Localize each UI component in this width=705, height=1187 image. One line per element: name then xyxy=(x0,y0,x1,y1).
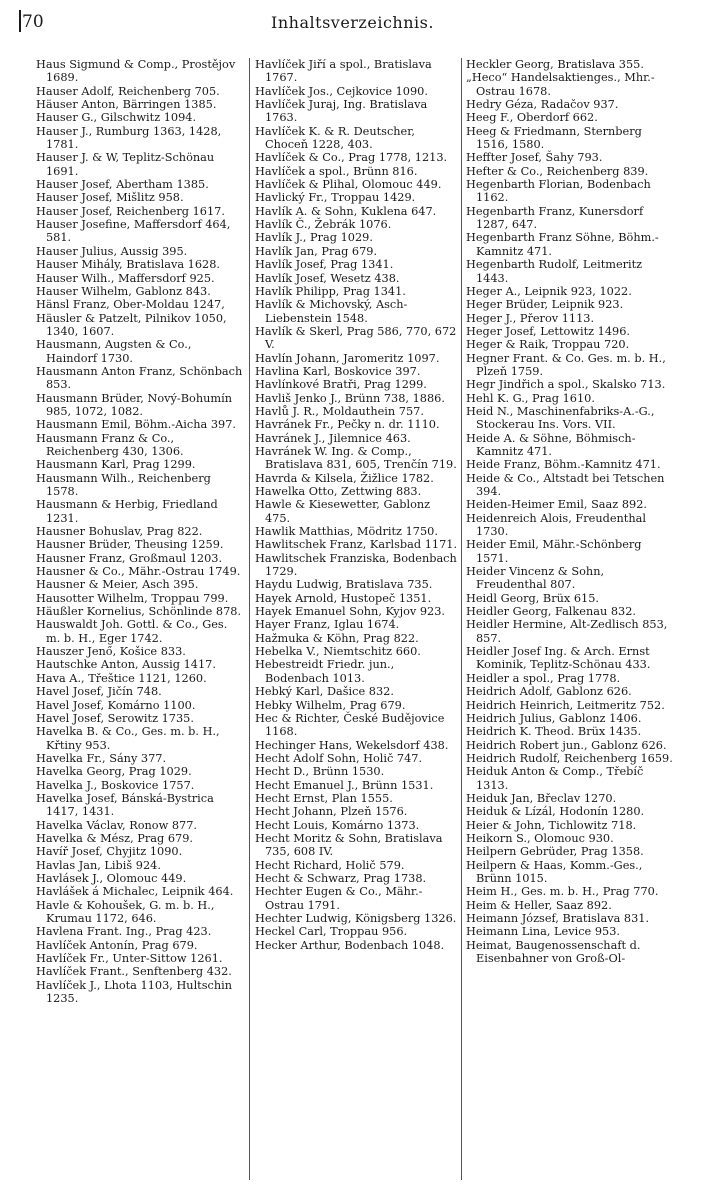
index-entry: Havel Josef, Jičín 748. xyxy=(36,685,162,699)
index-entry: Heiduk Anton & Comp., Třebíč 1313. xyxy=(466,765,644,792)
index-columns xyxy=(0,58,705,1183)
index-entry: Hecht Richard, Holič 579. xyxy=(255,858,405,872)
index-entry: Häuser Anton, Bärringen 1385. xyxy=(36,98,217,112)
index-entry: Heiduk Jan, Břeclav 1270. xyxy=(466,791,617,805)
index-entry: „Heco“ Handelsaktienges., Mhr.-Ostrau 1678. xyxy=(466,71,655,98)
index-column-2 xyxy=(255,58,458,1183)
index-entry: Hegenbarth Rudolf, Leitmeritz 1443. xyxy=(466,258,643,285)
index-entry: Heger Josef, Lettowitz 1496. xyxy=(466,324,630,338)
index-entry: Heimann Lina, Levice 953. xyxy=(466,925,620,939)
index-entry: Havelka & Mész, Prag 679. xyxy=(36,831,193,845)
index-entry: Heger A., Leipnik 923, 1022. xyxy=(466,284,632,298)
index-entry: Havelka Fr., Sány 377. xyxy=(36,751,167,765)
index-entry: Hegenbarth Florian, Bodenbach 1162. xyxy=(466,178,651,205)
index-entry: Hauser Wilhelm, Gablonz 843. xyxy=(36,284,211,298)
index-entry: Hausmann Franz & Co., Reichenberg 430, 1306. xyxy=(36,431,184,458)
index-entry: Hausotter Wilhelm, Troppau 799. xyxy=(36,591,229,605)
index-entry: Hebestreidt Friedr. jun., Bodenbach 1013. xyxy=(255,658,395,685)
index-entry: Havlíček a spol., Brünn 816. xyxy=(255,164,418,178)
index-entry: Heidrich Julius, Gablonz 1406. xyxy=(466,711,642,725)
index-entry: Hecht Moritz & Sohn, Bratislava 735, 608 IV. xyxy=(255,831,443,859)
index-entry: Hegner Frant. & Co. Ges. m. b. H., Plzeň 1759. xyxy=(466,351,666,378)
index-entry: Hausmann Karl, Prag 1299. xyxy=(36,458,196,472)
index-entry: Heidrich Rudolf, Reichenberg 1659. xyxy=(466,751,673,765)
index-entry: Häußler Kornelius, Schönlinde 878. xyxy=(36,605,242,619)
index-entry: Hausmann, Augsten & Co., Haindorf 1730. xyxy=(36,338,192,365)
index-entry: Hausner & Co., Mähr.-Ostrau 1749. xyxy=(36,565,241,579)
index-entry: Havlíček J., Lhota 1103, Hultschin 1235. xyxy=(36,978,233,1006)
index-entry: Heger J., Přerov 1113. xyxy=(466,311,595,325)
index-entry: Hausmann Brüder, Nový-Bohumín 985, 1072, 1082. xyxy=(36,391,233,418)
index-entry: Havlík Philipp, Prag 1341. xyxy=(255,284,406,298)
index-entry: Heidrich Robert jun., Gablonz 626. xyxy=(466,738,667,752)
index-entry: Hedry Géza, Radačov 937. xyxy=(466,98,619,112)
index-entry: Havránek J., Jilemnice 463. xyxy=(255,431,411,445)
index-entry: Haus Sigmund & Comp., Prostějov 1689. xyxy=(36,58,236,85)
index-entry: Heidler Hermine, Alt-Zedlisch 853, 857. xyxy=(466,618,668,645)
index-entry: Heide & Co., Altstadt bei Tetschen 394. xyxy=(466,471,665,498)
index-entry: Häusler & Patzelt, Pilnikov 1050, 1340, 1607. xyxy=(36,311,227,338)
index-entry: Heidler Georg, Falkenau 832. xyxy=(466,605,636,619)
index-entry: Hehl K. G., Prag 1610. xyxy=(466,391,595,405)
index-entry: Hava A., Třeštice 1121, 1260. xyxy=(36,671,207,685)
page-title: Inhaltsverzeichnis. xyxy=(271,13,434,32)
index-entry: Hecht Emanuel J., Brünn 1531. xyxy=(255,778,434,792)
index-entry: Havlina Karl, Boskovice 397. xyxy=(255,364,421,378)
index-entry: Hausner & Meier, Asch 395. xyxy=(36,578,199,592)
index-entry: Havlík Jan, Prag 679. xyxy=(255,244,378,258)
index-entry: Hecht & Schwarz, Prag 1738. xyxy=(255,871,427,885)
index-entry: Hawle & Kiesewetter, Gablonz 475. xyxy=(255,498,431,525)
index-entry: Heide A. & Söhne, Böhmisch-Kamnitz 471. xyxy=(466,431,636,458)
index-entry: Havlíček Frant., Senftenberg 432. xyxy=(36,965,232,979)
index-entry: Heier & John, Tichlowitz 718. xyxy=(466,818,637,832)
index-entry: Havránek Fr., Pečky n. dr. 1110. xyxy=(255,418,440,432)
index-entry: Hažmuka & Köhn, Prag 822. xyxy=(255,631,419,645)
index-entry: Heffter Josef, Šahy 793. xyxy=(466,151,603,165)
index-entry: Heidrich Heinrich, Leitmeritz 752. xyxy=(466,698,665,712)
index-entry: Hefter & Co., Reichenberg 839. xyxy=(466,164,649,178)
index-entry: Heim H., Ges. m. b. H., Prag 770. xyxy=(466,885,659,899)
index-entry: Heim & Heller, Saaz 892. xyxy=(466,898,612,912)
index-entry: Hawlitschek Franziska, Bodenbach 1729. xyxy=(255,551,457,579)
index-entry: Hautschke Anton, Aussig 1417. xyxy=(36,658,216,672)
index-entry: Havliš Jenko J., Brünn 738, 1886. xyxy=(255,391,445,405)
index-column-3 xyxy=(466,58,673,1183)
index-entry: Havrda & Kilsela, Žižlice 1782. xyxy=(255,471,434,485)
index-entry: Hauser Adolf, Reichenberg 705. xyxy=(36,84,220,98)
index-entry: Havlíček Juraj, Ing. Bratislava 1763. xyxy=(255,98,428,125)
index-entry: Hecht Adolf Sohn, Holič 747. xyxy=(255,751,423,765)
index-entry: Havelka B. & Co., Ges. m. b. H., Křtiny 953. xyxy=(36,725,220,752)
index-entry: Heidrich Adolf, Gablonz 626. xyxy=(466,685,632,699)
index-entry: Hauser Josefine, Maffersdorf 464, 581. xyxy=(36,218,231,245)
index-entry: Hecht D., Brünn 1530. xyxy=(255,765,385,779)
index-entry: Hauszer Jenő, Košice 833. xyxy=(36,645,186,659)
index-entry: Hauser Julius, Aussig 395. xyxy=(36,244,188,258)
index-entry: Hechter Ludwig, Königsberg 1326. xyxy=(255,912,457,925)
index-entry: Hecker Arthur, Bodenbach 1048. xyxy=(255,938,445,952)
index-entry: Hawlitschek Franz, Karlsbad 1171. xyxy=(255,538,458,552)
index-entry: Heiden-Heimer Emil, Saaz 892. xyxy=(466,498,647,512)
index-entry: Hayek Arnold, Hustopeč 1351. xyxy=(255,591,432,605)
index-entry: Hauser Josef, Mišlitz 958. xyxy=(36,191,184,205)
index-entry: Hauser Josef, Reichenberg 1617. xyxy=(36,204,225,218)
index-entry: Heikorn S., Olomouc 930. xyxy=(466,831,614,845)
index-entry: Havlík & Skerl, Prag 586, 770, 672 V. xyxy=(255,324,457,352)
index-entry: Havíř Josef, Chyjitz 1090. xyxy=(36,845,183,859)
index-entry: Hechter Eugen & Co., Mähr.-Ostrau 1791. xyxy=(255,885,423,912)
index-entry: Hec & Richter, České Budějovice 1168. xyxy=(255,711,445,739)
index-entry: Hauser J. & W, Teplitz-Schönau 1691. xyxy=(36,151,215,178)
index-entry: Heide Franz, Böhm.-Kamnitz 471. xyxy=(466,458,661,472)
index-entry: Havlíček & Plihal, Olomouc 449. xyxy=(255,178,442,192)
index-entry: Heiduk & Lízál, Hodonín 1280. xyxy=(466,805,645,819)
index-entry: Havelka Václav, Ronow 877. xyxy=(36,818,197,832)
index-entry: Havelka J., Boskovice 1757. xyxy=(36,778,195,792)
index-entry: Hayek Emanuel Sohn, Kyjov 923. xyxy=(255,605,446,619)
page-number: 70 xyxy=(22,12,44,32)
index-entry: Hawelka Otto, Zettwing 883. xyxy=(255,485,422,498)
index-entry: Hecht Louis, Komárno 1373. xyxy=(255,818,420,832)
index-entry: Heidrich K. Theod. Brüx 1435. xyxy=(466,725,642,739)
index-entry: Hechinger Hans, Wekelsdorf 438. xyxy=(255,738,449,752)
index-entry: Havelka Georg, Prag 1029. xyxy=(36,765,192,779)
index-entry: Hegr Jindřich a spol., Skalsko 713. xyxy=(466,378,666,392)
index-entry: Havlíček K. & R. Deutscher, Choceň 1228, 403. xyxy=(255,124,415,152)
index-entry: Havlický Fr., Troppau 1429. xyxy=(255,191,416,205)
index-entry: Hebelka V., Niemtschitz 660. xyxy=(255,645,421,659)
index-entry: Heilpern Gebrüder, Prag 1358. xyxy=(466,845,644,859)
index-entry: Havlášek á Michalec, Leipnik 464. xyxy=(36,885,234,899)
index-entry: Havelka Josef, Bánská-Bystrica 1417, 1431. xyxy=(36,791,214,819)
index-entry: Heidler Josef Ing. & Arch. Ernst Kominik, Teplitz-Schönau 433. xyxy=(466,645,651,672)
index-entry: Havlásek J., Olomouc 449. xyxy=(36,871,187,885)
index-entry: Hauser G., Gilschwitz 1094. xyxy=(36,111,197,125)
index-entry: Hecht Ernst, Plan 1555. xyxy=(255,791,393,805)
index-entry: Havel Josef, Serowitz 1735. xyxy=(36,711,194,725)
index-entry: Heeg F., Oberdorf 662. xyxy=(466,111,598,125)
index-entry: Heger & Raik, Troppau 720. xyxy=(466,338,630,352)
index-entry: Heger Brüder, Leipnik 923. xyxy=(466,298,624,312)
index-entry: Havlíček & Co., Prag 1778, 1213. xyxy=(255,151,448,165)
index-entry: Havel Josef, Komárno 1100. xyxy=(36,698,196,712)
index-entry: Havlín Johann, Jaromeritz 1097. xyxy=(255,351,440,365)
index-entry: Hausmann Wilh., Reichenberg 1578. xyxy=(36,471,211,498)
index-entry: Haydu Ludwig, Bratislava 735. xyxy=(255,578,433,592)
index-entry: Havlas Jan, Libiš 924. xyxy=(36,858,161,872)
index-entry: Hausmann & Herbig, Friedland 1231. xyxy=(36,498,218,525)
index-entry: Hauser J., Rumburg 1363, 1428, 1781. xyxy=(36,124,222,152)
index-entry: Hausner Brüder, Theusing 1259. xyxy=(36,538,224,552)
index-entry: Havlík J., Prag 1029. xyxy=(255,231,373,245)
index-entry: Hauser Mihály, Bratislava 1628. xyxy=(36,258,220,272)
index-entry: Havlík & Michovský, Asch-Liebenstein 1548. xyxy=(255,298,408,325)
index-entry: Havlíček Fr., Unter-Sittow 1261. xyxy=(36,952,223,966)
index-entry: Havlík A. & Sohn, Kuklena 647. xyxy=(255,204,437,218)
index-entry: Heimat, Baugenossenschaft d. Eisenbahner von Groß-Ol- xyxy=(466,938,641,966)
index-entry: Havlíček Jiří a spol., Bratislava 1767. xyxy=(255,58,432,85)
index-entry: Havlík Josef, Prag 1341. xyxy=(255,258,394,272)
index-entry: Hausner Bohuslav, Prag 822. xyxy=(36,525,203,539)
index-entry: Hauser Josef, Abertham 1385. xyxy=(36,178,209,192)
index-entry: Havránek W. Ing. & Comp., Bratislava 831, 605, Trenčín 719. xyxy=(255,444,457,472)
index-entry: Heidler a spol., Prag 1778. xyxy=(466,671,621,685)
index-entry: Hegenbarth Franz Söhne, Böhm.-Kamnitz 471. xyxy=(466,231,659,258)
index-entry: Hauswaldt Joh. Gottl. & Co., Ges. m. b. H., Eger 1742. xyxy=(36,618,228,645)
index-entry: Hebky Wilhelm, Prag 679. xyxy=(255,698,406,712)
index-entry: Hawlik Matthias, Mödritz 1750. xyxy=(255,525,438,539)
index-entry: Hausmann Anton Franz, Schönbach 853. xyxy=(36,364,243,392)
index-entry: Havlík Č., Žebrák 1076. xyxy=(255,218,392,232)
index-entry: Heckler Georg, Bratislava 355. xyxy=(466,58,644,71)
index-entry: Havlík Josef, Wesetz 438. xyxy=(255,271,400,285)
index-entry: Heckel Carl, Troppau 956. xyxy=(255,925,408,939)
index-entry: Hausmann Emil, Böhm.-Aicha 397. xyxy=(36,418,236,432)
index-entry: Heider Vincenz & Sohn, Freudenthal 807. xyxy=(466,565,605,592)
index-entry: Heimann József, Bratislava 831. xyxy=(466,912,650,925)
index-entry: Heidl Georg, Brüx 615. xyxy=(466,591,600,605)
index-entry: Heid N., Maschinenfabriks-A.-G., Stockerau Ins. Vors. VII. xyxy=(466,404,655,432)
index-entry: Hecht Johann, Plzeň 1576. xyxy=(255,805,408,819)
index-entry: Hauser Wilh., Maffersdorf 925. xyxy=(36,271,215,285)
index-entry: Heider Emil, Mähr.-Schönberg 1571. xyxy=(466,538,642,565)
index-entry: Havlíček Jos., Cejkovice 1090. xyxy=(255,84,428,98)
index-entry: Hänsl Franz, Ober-Moldau 1247, xyxy=(36,298,225,312)
index-entry: Heeg & Friedmann, Sternberg 1516, 1580. xyxy=(466,124,642,152)
index-entry: Hayer Franz, Iglau 1674. xyxy=(255,618,400,632)
index-entry: Havlů J. R., Moldauthein 757. xyxy=(255,404,424,418)
index-entry: Heidenreich Alois, Freudenthal 1730. xyxy=(466,511,646,539)
index-column-1 xyxy=(36,58,243,1183)
index-entry: Hebký Karl, Dašice 832. xyxy=(255,685,394,699)
index-entry: Havlíček Antonín, Prag 679. xyxy=(36,938,198,952)
index-entry: Havlínkové Bratři, Prag 1299. xyxy=(255,378,427,392)
index-entry: Heilpern & Haas, Komm.-Ges., Brünn 1015. xyxy=(466,858,643,885)
index-entry: Havle & Kohoušek, G. m. b. H., Krumau 1172, 646. xyxy=(36,898,215,925)
index-entry: Hausner Franz, Großmaul 1203. xyxy=(36,551,223,565)
index-entry: Havlena Frant. Ing., Prag 423. xyxy=(36,925,212,939)
index-entry: Hegenbarth Franz, Kunersdorf 1287, 647. xyxy=(466,204,644,232)
